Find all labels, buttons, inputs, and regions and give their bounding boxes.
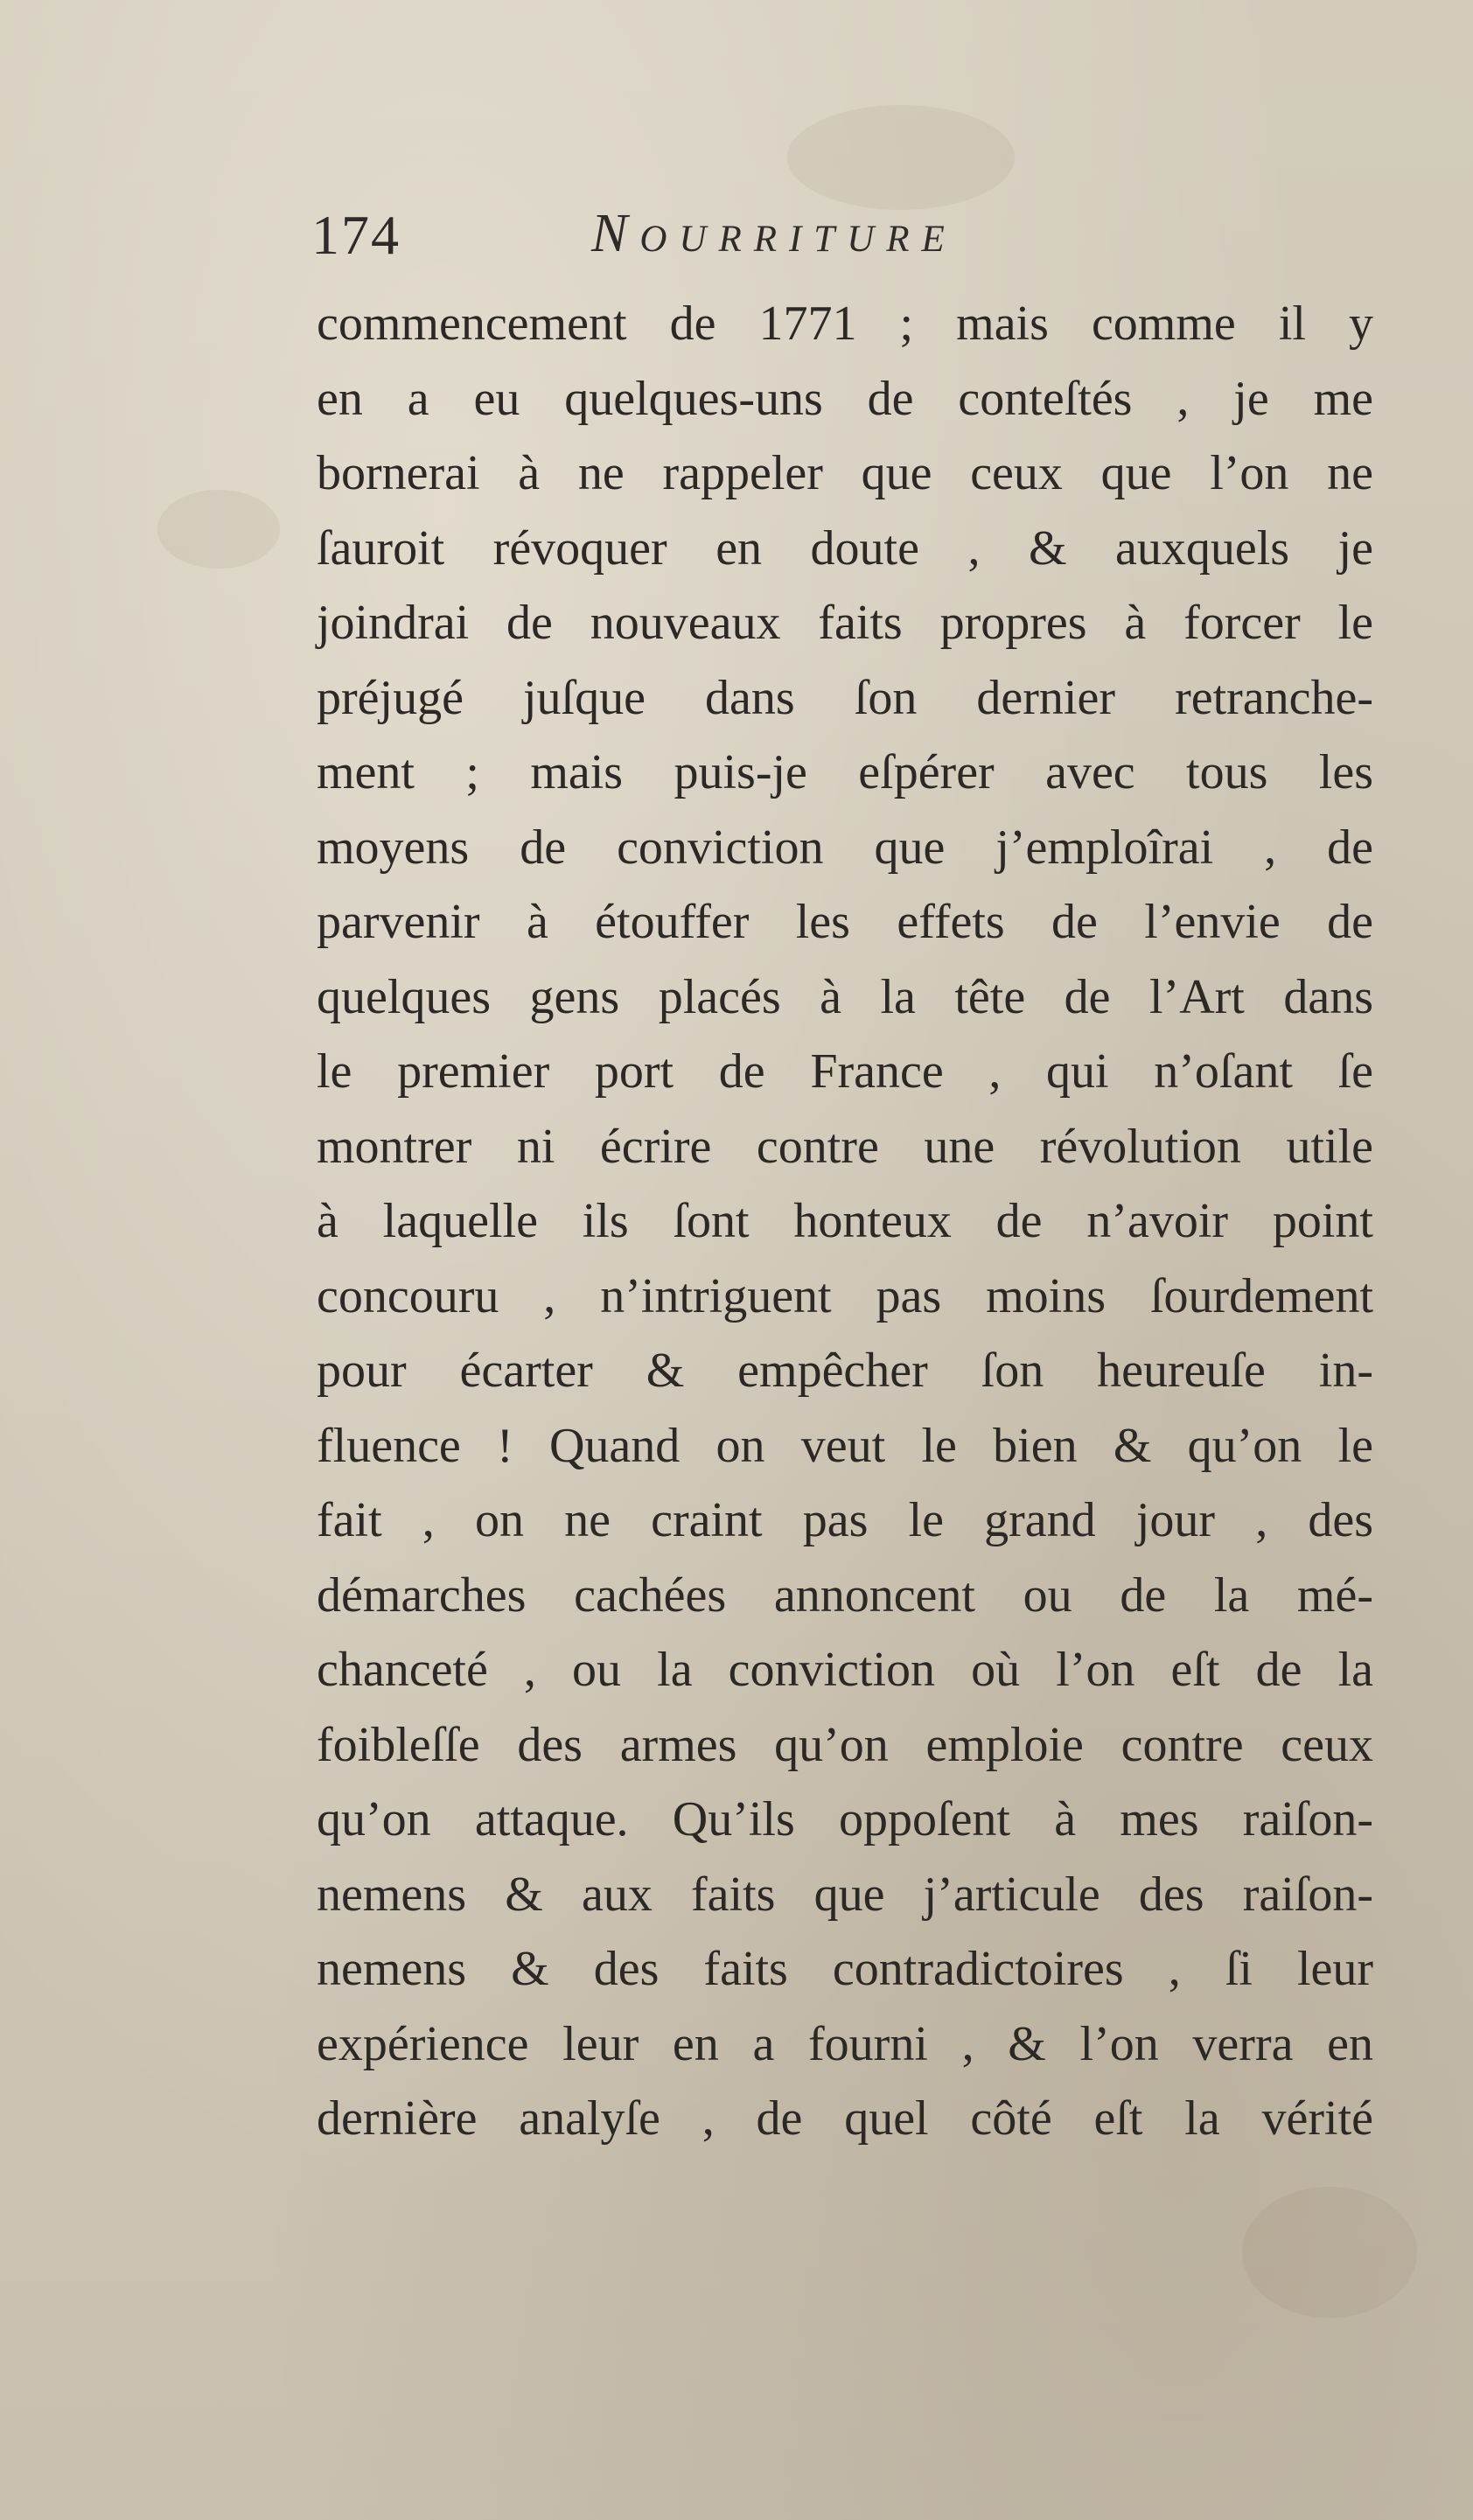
- page-header: [311, 203, 1186, 273]
- text-line: bornerai à ne rappeler que ceux que l’on ne: [317, 446, 1373, 500]
- text-line: nemens & aux faits que j’articule des raiſon-: [317, 1867, 1373, 1922]
- text-line: moyens de conviction que j’emploîrai , de: [317, 820, 1373, 875]
- text-line: préjugé juſque dans ſon dernier retranche-: [317, 670, 1373, 725]
- paper-stain: [787, 105, 1015, 210]
- text-line: fait , on ne craint pas le grand jour , des: [317, 1493, 1373, 1547]
- paper-stain: [157, 490, 280, 569]
- text-line: fluence ! Quand on veut le bien & qu’on le: [317, 1418, 1373, 1473]
- text-line: le premier port de France , qui n’oſant ſe: [317, 1044, 1373, 1099]
- text-line: joindrai de nouveaux faits propres à forcer le: [317, 596, 1373, 650]
- text-line: ſauroit révoquer en doute , & auxquels je: [317, 520, 1373, 576]
- running-title: Nourriture: [591, 204, 957, 263]
- body-text: [317, 287, 1373, 2157]
- text-line: quelques gens placés à la tête de l’Art dans: [317, 969, 1373, 1024]
- text-line: qu’on attaque. Qu’ils oppoſent à mes raiſon-: [317, 1792, 1373, 1846]
- text-line: pour écarter & empêcher ſon heureuſe in-: [317, 1344, 1373, 1398]
- text-line: concouru , n’intriguent pas moins ſourdement: [317, 1268, 1373, 1323]
- text-line: ment ; mais puis-je eſpérer avec tous les: [317, 745, 1373, 799]
- text-line: parvenir à étouffer les effets de l’envie de: [317, 895, 1373, 949]
- text-line: commencement de 1771 ; mais comme il y: [317, 297, 1373, 351]
- text-line: à laquelle ils ſont honteux de n’avoir point: [317, 1194, 1373, 1248]
- text-line: nemens & des faits contradictoires , ſi leur: [317, 1942, 1373, 1996]
- text-line: foibleſſe des armes qu’on emploie contre ceux: [317, 1717, 1373, 1772]
- text-line: chanceté , ou la conviction où l’on eſt de la: [317, 1643, 1373, 1697]
- text-line: démarches cachées annoncent ou de la mé-: [317, 1567, 1373, 1623]
- text-line: montrer ni écrire contre une révolution utile: [317, 1119, 1373, 1174]
- text-line: dernière analyſe , de quel côté eſt la vérité: [317, 2091, 1373, 2146]
- text-line: expérience leur en a fourni , & l’on verra en: [317, 2016, 1373, 2071]
- page-number: 174: [311, 204, 401, 266]
- text-line: en a eu quelques-uns de conteſtés , je me: [317, 371, 1373, 426]
- paper-stain: [1242, 2187, 1417, 2318]
